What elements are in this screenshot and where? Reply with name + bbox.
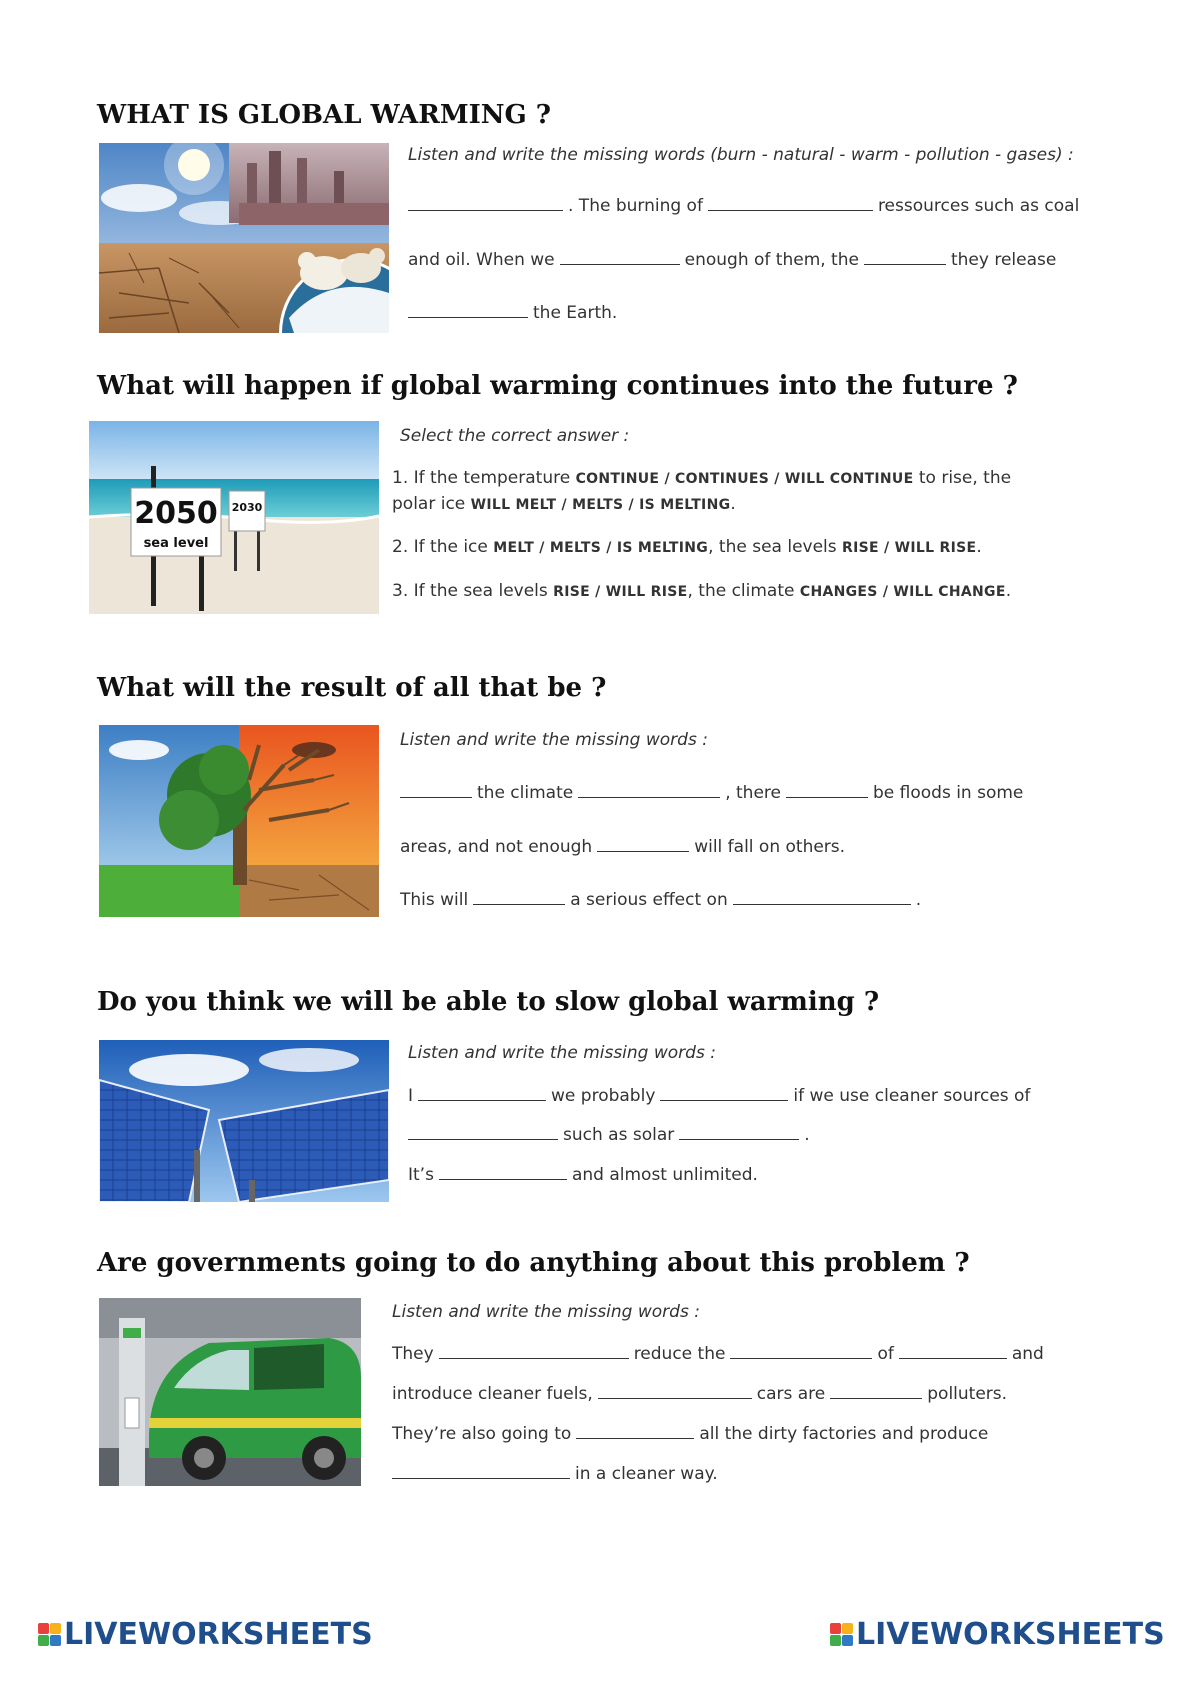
liveworksheets-logo-mark (38, 1623, 61, 1646)
answer-blank[interactable] (578, 796, 720, 798)
section3-line2: areas, and not enough will fall on others. (400, 837, 846, 857)
sign-small-year: 2030 (231, 501, 263, 514)
question-1: 1. If the temperature CONTINUE / CONTINUES / WILL CONTINUE to rise, the (392, 468, 1012, 488)
liveworksheets-logo-mark (830, 1623, 853, 1646)
answer-blank[interactable] (786, 796, 868, 798)
sign-label: sea level (143, 536, 209, 551)
section3-line3: This will a serious effect on . (400, 890, 922, 910)
section5-instruction: Listen and write the missing words : (392, 1302, 700, 1322)
answer-blank[interactable] (408, 316, 528, 318)
answer-blank[interactable] (392, 1477, 570, 1479)
answer-blank[interactable] (660, 1099, 788, 1101)
answer-choices[interactable]: RISE / WILL RISE (553, 584, 688, 600)
section5-line1: They reduce the of and (392, 1344, 1044, 1364)
section1-line3: the Earth. (408, 303, 617, 323)
section-heading-slow-warming: Do you think we will be able to slow global warming ? (97, 987, 880, 1017)
answer-blank[interactable] (418, 1099, 546, 1101)
answer-blank[interactable] (730, 1357, 872, 1359)
section-heading-governments: Are governments going to do anything about this problem ? (97, 1248, 970, 1278)
section1-line2: and oil. When we enough of them, the they release (408, 250, 1057, 270)
answer-blank[interactable] (733, 903, 911, 905)
section4-line1: I we probably if we use cleaner sources of (408, 1086, 1031, 1106)
answer-blank[interactable] (408, 1138, 558, 1140)
section-heading-global-warming: WHAT IS GLOBAL WARMING ? (97, 100, 552, 130)
question-1-continued: polar ice WILL MELT / MELTS / IS MELTING. (392, 494, 736, 514)
climate-tree-image (99, 725, 379, 917)
answer-choices[interactable]: CHANGES / WILL CHANGE (799, 584, 1006, 600)
answer-blank[interactable] (473, 903, 565, 905)
answer-blank[interactable] (597, 850, 689, 852)
section1-instruction: Listen and write the missing words (burn - natural - warm - pollution - gases) : (408, 145, 1074, 165)
section-heading-future: What will happen if global warming continues into the future ? (97, 371, 1018, 401)
global-warming-collage-image (99, 143, 389, 333)
answer-blank[interactable] (439, 1357, 629, 1359)
sign-big-year: 2050 (134, 496, 218, 531)
answer-choices[interactable]: WILL MELT / MELTS / IS MELTING (470, 497, 731, 513)
section5-line4: in a cleaner way. (392, 1464, 718, 1484)
answer-choices[interactable]: CONTINUE / CONTINUES / WILL CONTINUE (575, 471, 914, 487)
answer-blank[interactable] (560, 263, 680, 265)
solar-panels-image (99, 1040, 389, 1202)
answer-choices[interactable]: RISE / WILL RISE (842, 540, 977, 556)
section4-line2: such as solar . (408, 1125, 810, 1145)
electric-car-image (99, 1298, 361, 1486)
answer-blank[interactable] (708, 209, 873, 211)
question-3: 3. If the sea levels RISE / WILL RISE, the climate CHANGES / WILL CHANGE. (392, 581, 1012, 601)
answer-blank[interactable] (598, 1397, 752, 1399)
section2-instruction: Select the correct answer : (400, 426, 630, 446)
question-2: 2. If the ice MELT / MELTS / IS MELTING, the sea levels RISE / WILL RISE. (392, 537, 982, 557)
section1-line1: . The burning of ressources such as coal (408, 196, 1079, 216)
section3-line1: the climate , there be floods in some (400, 783, 1023, 803)
section5-line3: They’re also going to all the dirty factories and produce (392, 1424, 989, 1444)
liveworksheets-logo-left: LIVEWORKSHEETS (38, 1617, 373, 1652)
answer-blank[interactable] (679, 1138, 799, 1140)
section-heading-result: What will the result of all that be ? (97, 673, 607, 703)
answer-blank[interactable] (830, 1397, 922, 1399)
liveworksheets-logo-right: LIVEWORKSHEETS (830, 1617, 1165, 1652)
section4-instruction: Listen and write the missing words : (408, 1043, 716, 1063)
answer-blank[interactable] (864, 263, 946, 265)
answer-blank[interactable] (576, 1437, 694, 1439)
answer-blank[interactable] (439, 1178, 567, 1180)
sea-level-sign-image (89, 421, 379, 614)
answer-blank[interactable] (400, 796, 472, 798)
section3-instruction: Listen and write the missing words : (400, 730, 708, 750)
answer-choices[interactable]: MELT / MELTS / IS MELTING (493, 540, 709, 556)
answer-blank[interactable] (408, 209, 563, 211)
answer-blank[interactable] (899, 1357, 1007, 1359)
section4-line3: It’s and almost unlimited. (408, 1165, 758, 1185)
section5-line2: introduce cleaner fuels, cars are polluters. (392, 1384, 1008, 1404)
